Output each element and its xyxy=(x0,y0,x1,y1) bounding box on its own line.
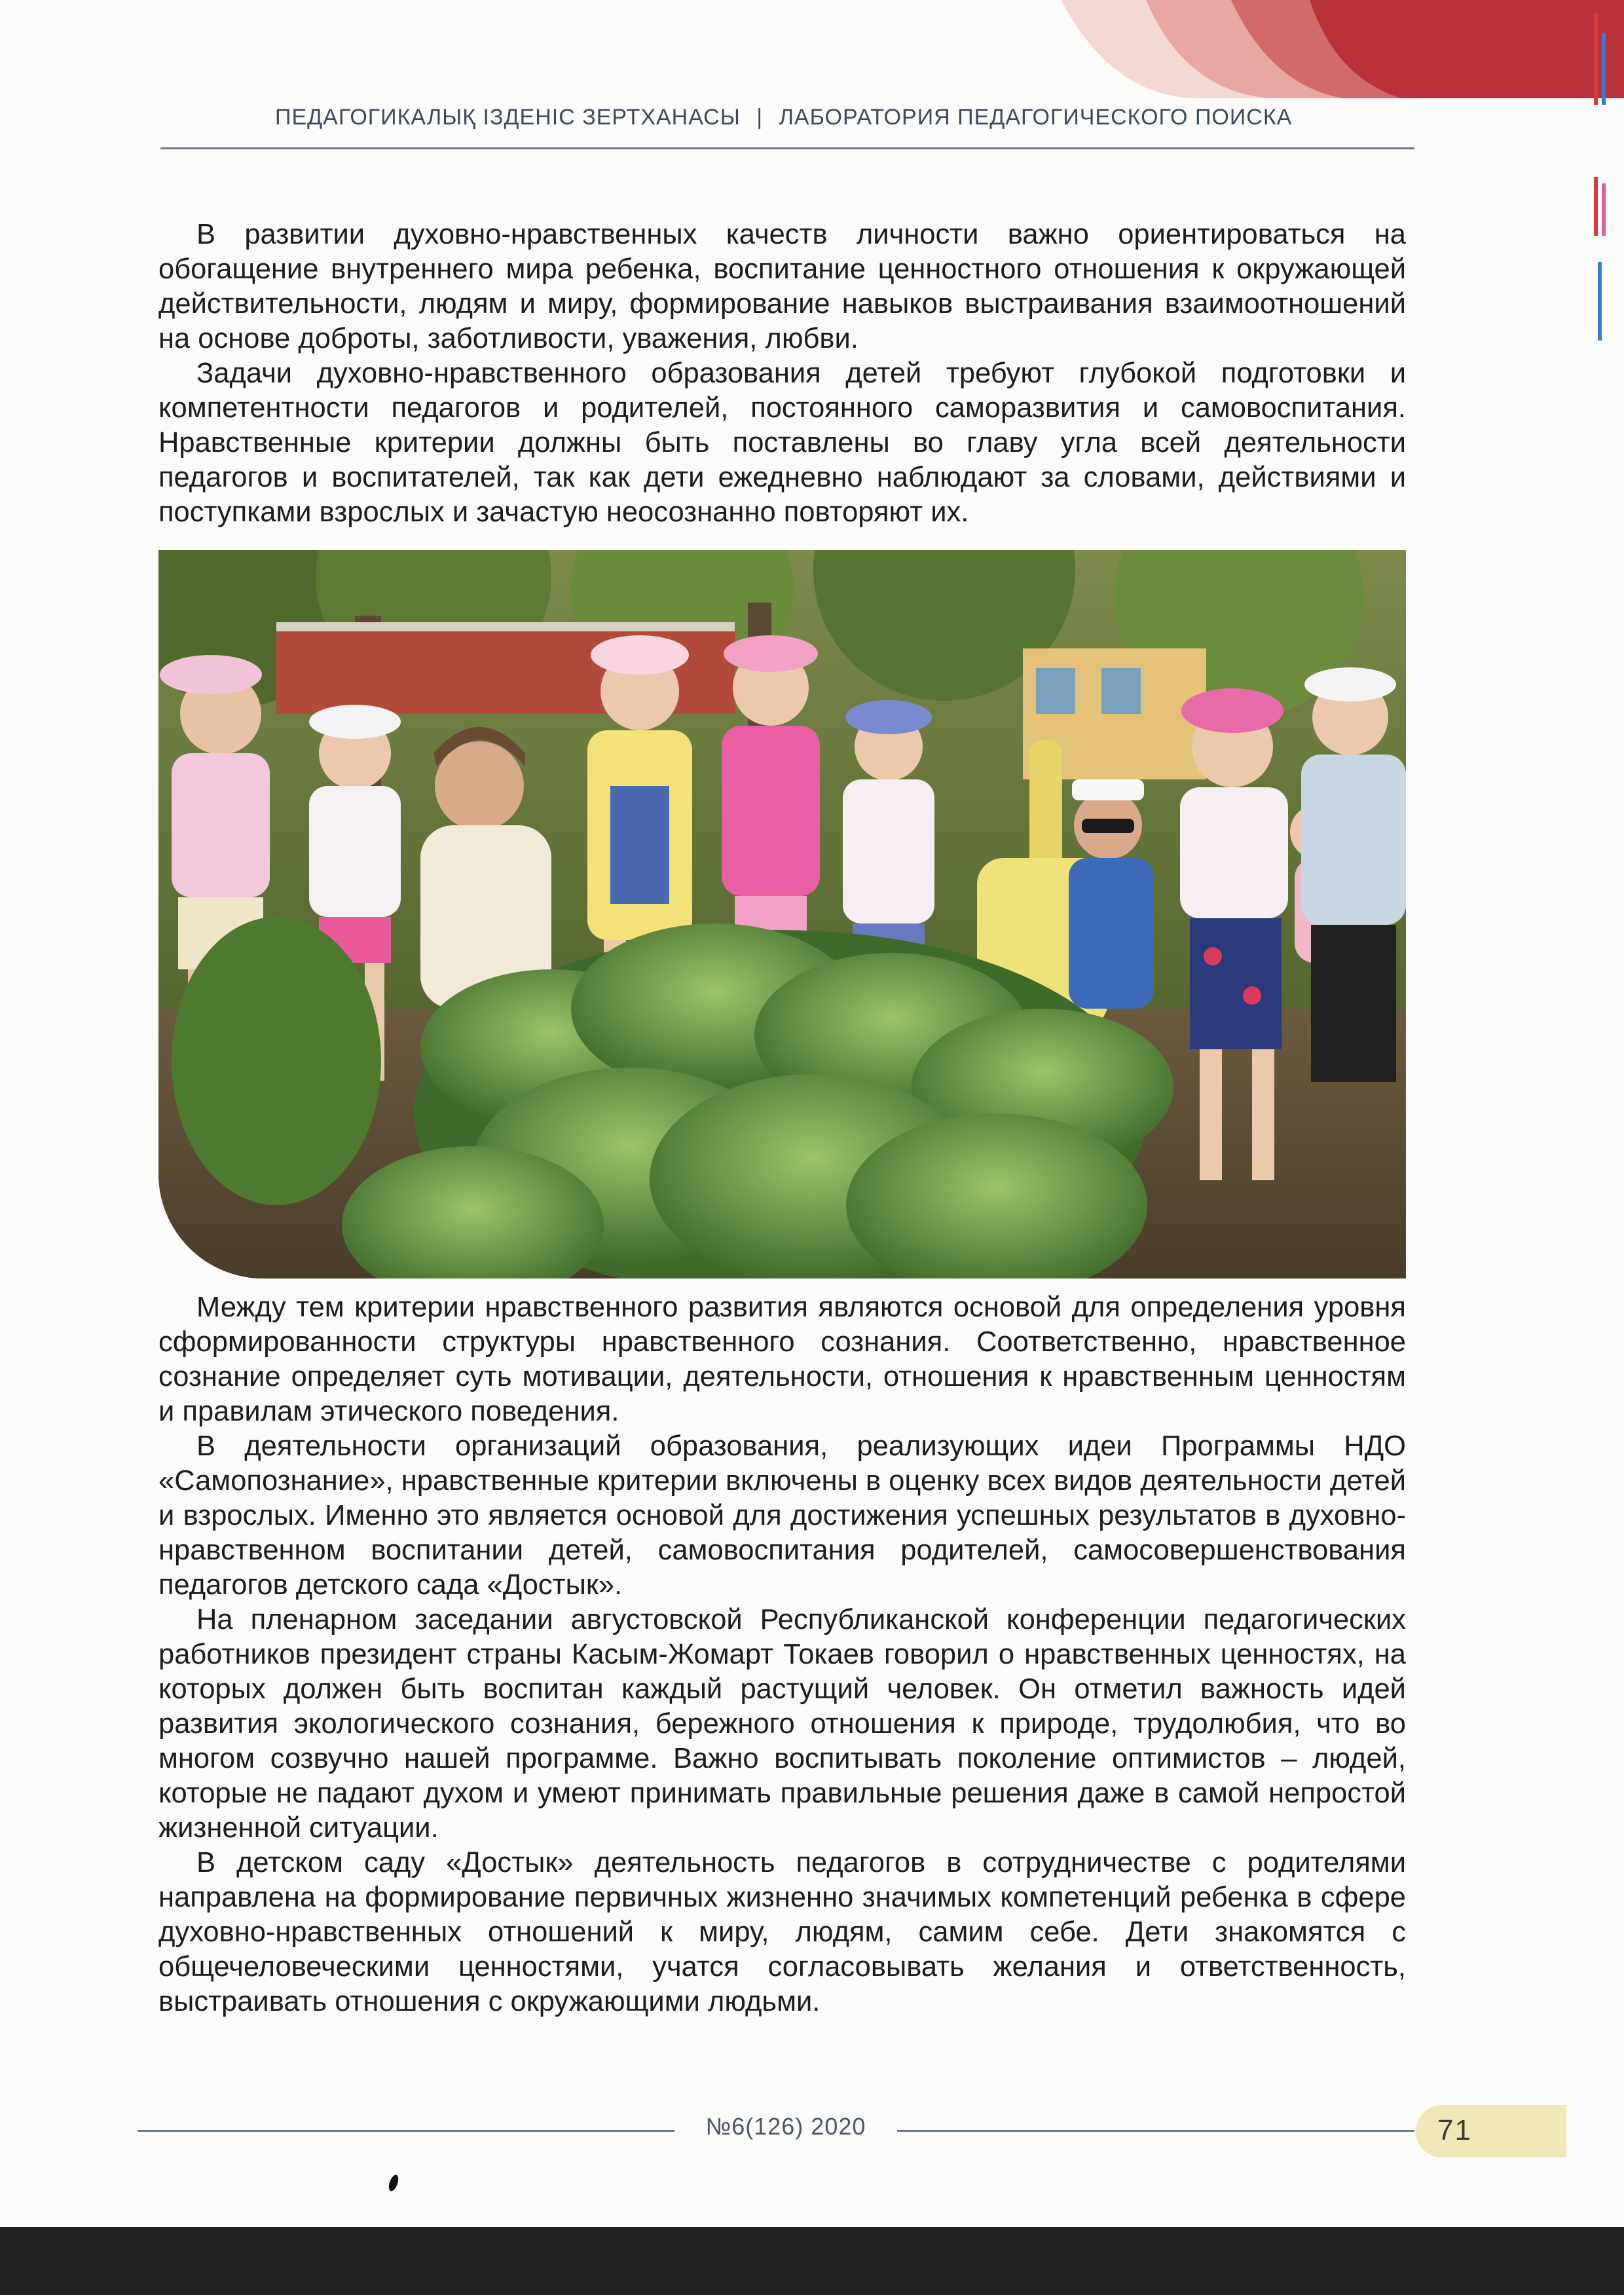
children-garden-photo xyxy=(158,550,1406,1278)
footer-rule-right xyxy=(897,2130,1414,2132)
page-number: 71 xyxy=(1437,2114,1472,2146)
paragraph: В развитии духовно-нравственных качеств личности важно ориентироваться на обогащение внутреннего мира ребенка, воспитание ценностного отношения к окружающей действительности, людям и миру, формирование навыков выстраивания взаимоотношений на основе доброты, заботливости, уважения, любви. xyxy=(158,219,1406,354)
paragraph: В деятельности организаций образования, реализующих идеи Программы НДО «Самопознание», нравственные критерии включены в оценку всех видов деятельности детей и взрослых. Именно это является основой для достижения успешных результатов в духовно-нравственном воспитании детей, самовоспитания родителей, самосовершенствования педагогов детского сада «Достык». xyxy=(158,1430,1406,1601)
header-title-ru: ЛАБОРАТОРИЯ ПЕДАГОГИЧЕСКОГО ПОИСКА xyxy=(779,105,1293,130)
paragraph: На пленарном заседании августовской Республиканской конференции педагогических работников президент страны Касым-Жомарт Токаев говорил о нравственных ценностях, на которых должен быть воспитан каждый растущий человек. Он отметил важность идей развития экологического сознания, бережного отношения к природе, трудолюбия, что во многом созвучно нашей программе. Важно воспитывать поколение оптимистов – людей, которые не падают духом и умеют принимать правильные решения даже в самой непростой жизненной ситуации. xyxy=(158,1604,1406,1844)
header-decoration xyxy=(1035,0,1624,98)
ink-mark xyxy=(387,2174,400,2193)
scan-border xyxy=(0,2227,1624,2295)
header-title-kz: ПЕДАГОГИКАЛЫҚ ІЗДЕНІС ЗЕРТХАНАСЫ xyxy=(275,105,741,130)
paragraph: Задачи духовно-нравственного образования детей требуют глубокой подготовки и компетентности педагогов и родителей, постоянного саморазвития и самовоспитания. Нравственные критерии должны быть поставлены во главу угла всей деятельности педагогов и воспитателей, так как дети ежедневно наблюдают за словами, действиями и поступками взрослых и зачастую неосознанно повторяют их. xyxy=(158,358,1406,528)
header-separator: | xyxy=(756,105,764,130)
body-text-top xyxy=(158,217,1406,530)
color-registration-marks xyxy=(1591,13,1611,354)
photo-illustration xyxy=(158,550,1406,1278)
paragraph: В детском саду «Достык» деятельность педагогов в сотрудничестве с родителями направлена на формирование первичных жизненно значимых компетенций ребенка в сфере духовно-нравственных отношений к миру, людям, самим себе. Дети знакомятся с общечеловеческими ценностями, учатся согласовывать желания и ответственность, выстраивать отношения с окружающими людьми. xyxy=(158,1847,1406,2017)
footer-rule-left xyxy=(138,2130,674,2132)
header-rule xyxy=(160,147,1414,149)
issue-number: №6(126) 2020 xyxy=(705,2113,866,2140)
body-text-bottom xyxy=(158,1290,1406,2019)
paragraph: Между тем критерии нравственного развития являются основой для определения уровня сформированности структуры нравственного сознания. Соответственно, нравственное сознание определяет суть мотивации, деятельности, отношения к нравственным ценностям и правилам этического поведения. xyxy=(158,1292,1406,1427)
running-header xyxy=(275,105,1292,130)
